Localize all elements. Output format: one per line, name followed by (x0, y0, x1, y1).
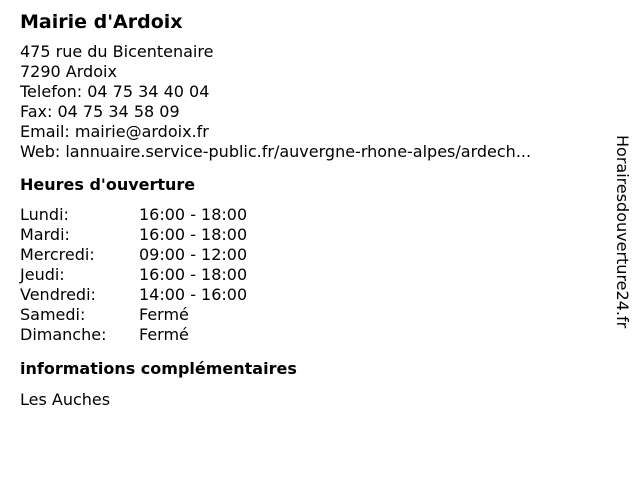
hours-row-mardi (20, 225, 600, 245)
hours-time: Fermé (139, 325, 189, 344)
hours-day: Vendredi: (20, 285, 96, 304)
hours-day: Samedi: (20, 305, 86, 324)
info-text: Les Auches (20, 390, 111, 409)
hours-time: 16:00 - 18:00 (139, 205, 248, 224)
hours-row-dimanche (20, 325, 600, 345)
address-street: 475 rue du Bicentenaire (20, 42, 214, 61)
hours-row-mercredi (20, 245, 600, 265)
hours-heading: Heures d'ouverture (20, 175, 196, 194)
hours-time: 16:00 - 18:00 (139, 265, 248, 284)
hours-row-vendredi (20, 285, 600, 305)
hours-row-lundi (20, 205, 600, 225)
address-city: 7290 Ardoix (20, 62, 117, 81)
contact-block (20, 42, 600, 162)
hours-day: Dimanche: (20, 325, 107, 344)
content (20, 10, 600, 410)
brand-watermark: Horairesdouverture24.fr (613, 135, 632, 329)
hours-table (20, 205, 600, 345)
page-title: Mairie d'Ardoix (20, 11, 183, 33)
fax-line: Fax: 04 75 34 58 09 (20, 102, 180, 121)
hours-time: 09:00 - 12:00 (139, 245, 248, 264)
info-heading: informations complémentaires (20, 359, 297, 378)
hours-row-jeudi (20, 265, 600, 285)
hours-day: Jeudi: (20, 265, 65, 284)
hours-day: Mardi: (20, 225, 70, 244)
hours-time: 14:00 - 16:00 (139, 285, 248, 304)
hours-day: Lundi: (20, 205, 69, 224)
email-line: Email: mairie@ardoix.fr (20, 122, 209, 141)
phone-line: Telefon: 04 75 34 40 04 (20, 82, 210, 101)
hours-time: 16:00 - 18:00 (139, 225, 248, 244)
web-line: Web: lannuaire.service-public.fr/auvergne-rhone-alpes/ardech... (20, 142, 532, 161)
hours-time: Fermé (139, 305, 189, 324)
hours-day: Mercredi: (20, 245, 95, 264)
hours-row-samedi (20, 305, 600, 325)
